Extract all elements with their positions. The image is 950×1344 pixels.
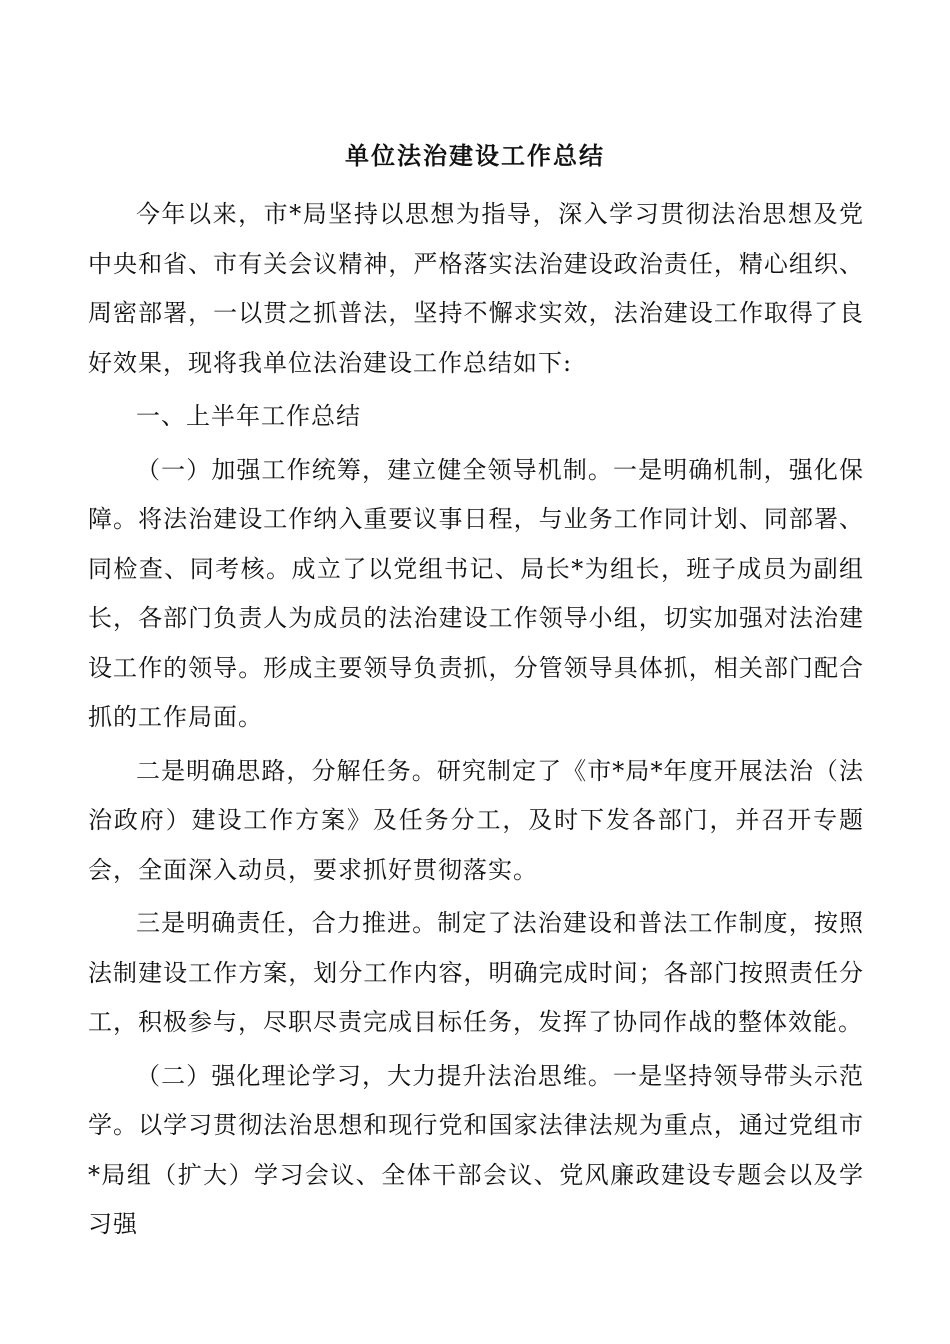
document-title: 单位法治建设工作总结	[345, 141, 605, 170]
intro-paragraph: 今年以来，市*局坚持以思想为指导，深入学习贯彻法治思想及党中央和省、市有关会议精神，严格落实法治建设政治责任，精心组织、周密部署，一以贯之抓普法，坚持不懈求实效，法治建设工作取得了良好效果，现将我单位法治建设工作总结如下:	[88, 200, 864, 377]
body-paragraph: 三是明确责任，合力推进。制定了法治建设和普法工作制度，按照法制建设工作方案，划分工作内容，明确完成时间；各部门按照责任分工，积极参与，尽职尽责完成目标任务，发挥了协同作战的整体效能。	[88, 909, 864, 1036]
body-paragraph: （二）强化理论学习，大力提升法治思维。一是坚持领导带头示范学。以学习贯彻法治思想和现行党和国家法律法规为重点，通过党组市*局组（扩大）学习会议、全体干部会议、党风廉政建设专题会以及学习强	[88, 1061, 864, 1238]
document-body	[88, 190, 864, 1254]
section-heading: 一、上半年工作总结	[136, 402, 361, 430]
body-paragraph: （一）加强工作统筹，建立健全领导机制。一是明确机制，强化保障。将法治建设工作纳入重要议事日程，与业务工作同计划、同部署、同检查、同考核。成立了以党组书记、局长*为组长，班子成员为副组长，各部门负责人为成员的法治建设工作领导小组，切实加强对法治建设工作的领导。形成主要领导负责抓，分管领导具体抓，相关部门配合抓的工作局面。	[88, 455, 864, 731]
body-paragraph: 二是明确思路，分解任务。研究制定了《市*局*年度开展法治（法治政府）建设工作方案》及任务分工，及时下发各部门，并召开专题会，全面深入动员，要求抓好贯彻落实。	[88, 756, 864, 884]
